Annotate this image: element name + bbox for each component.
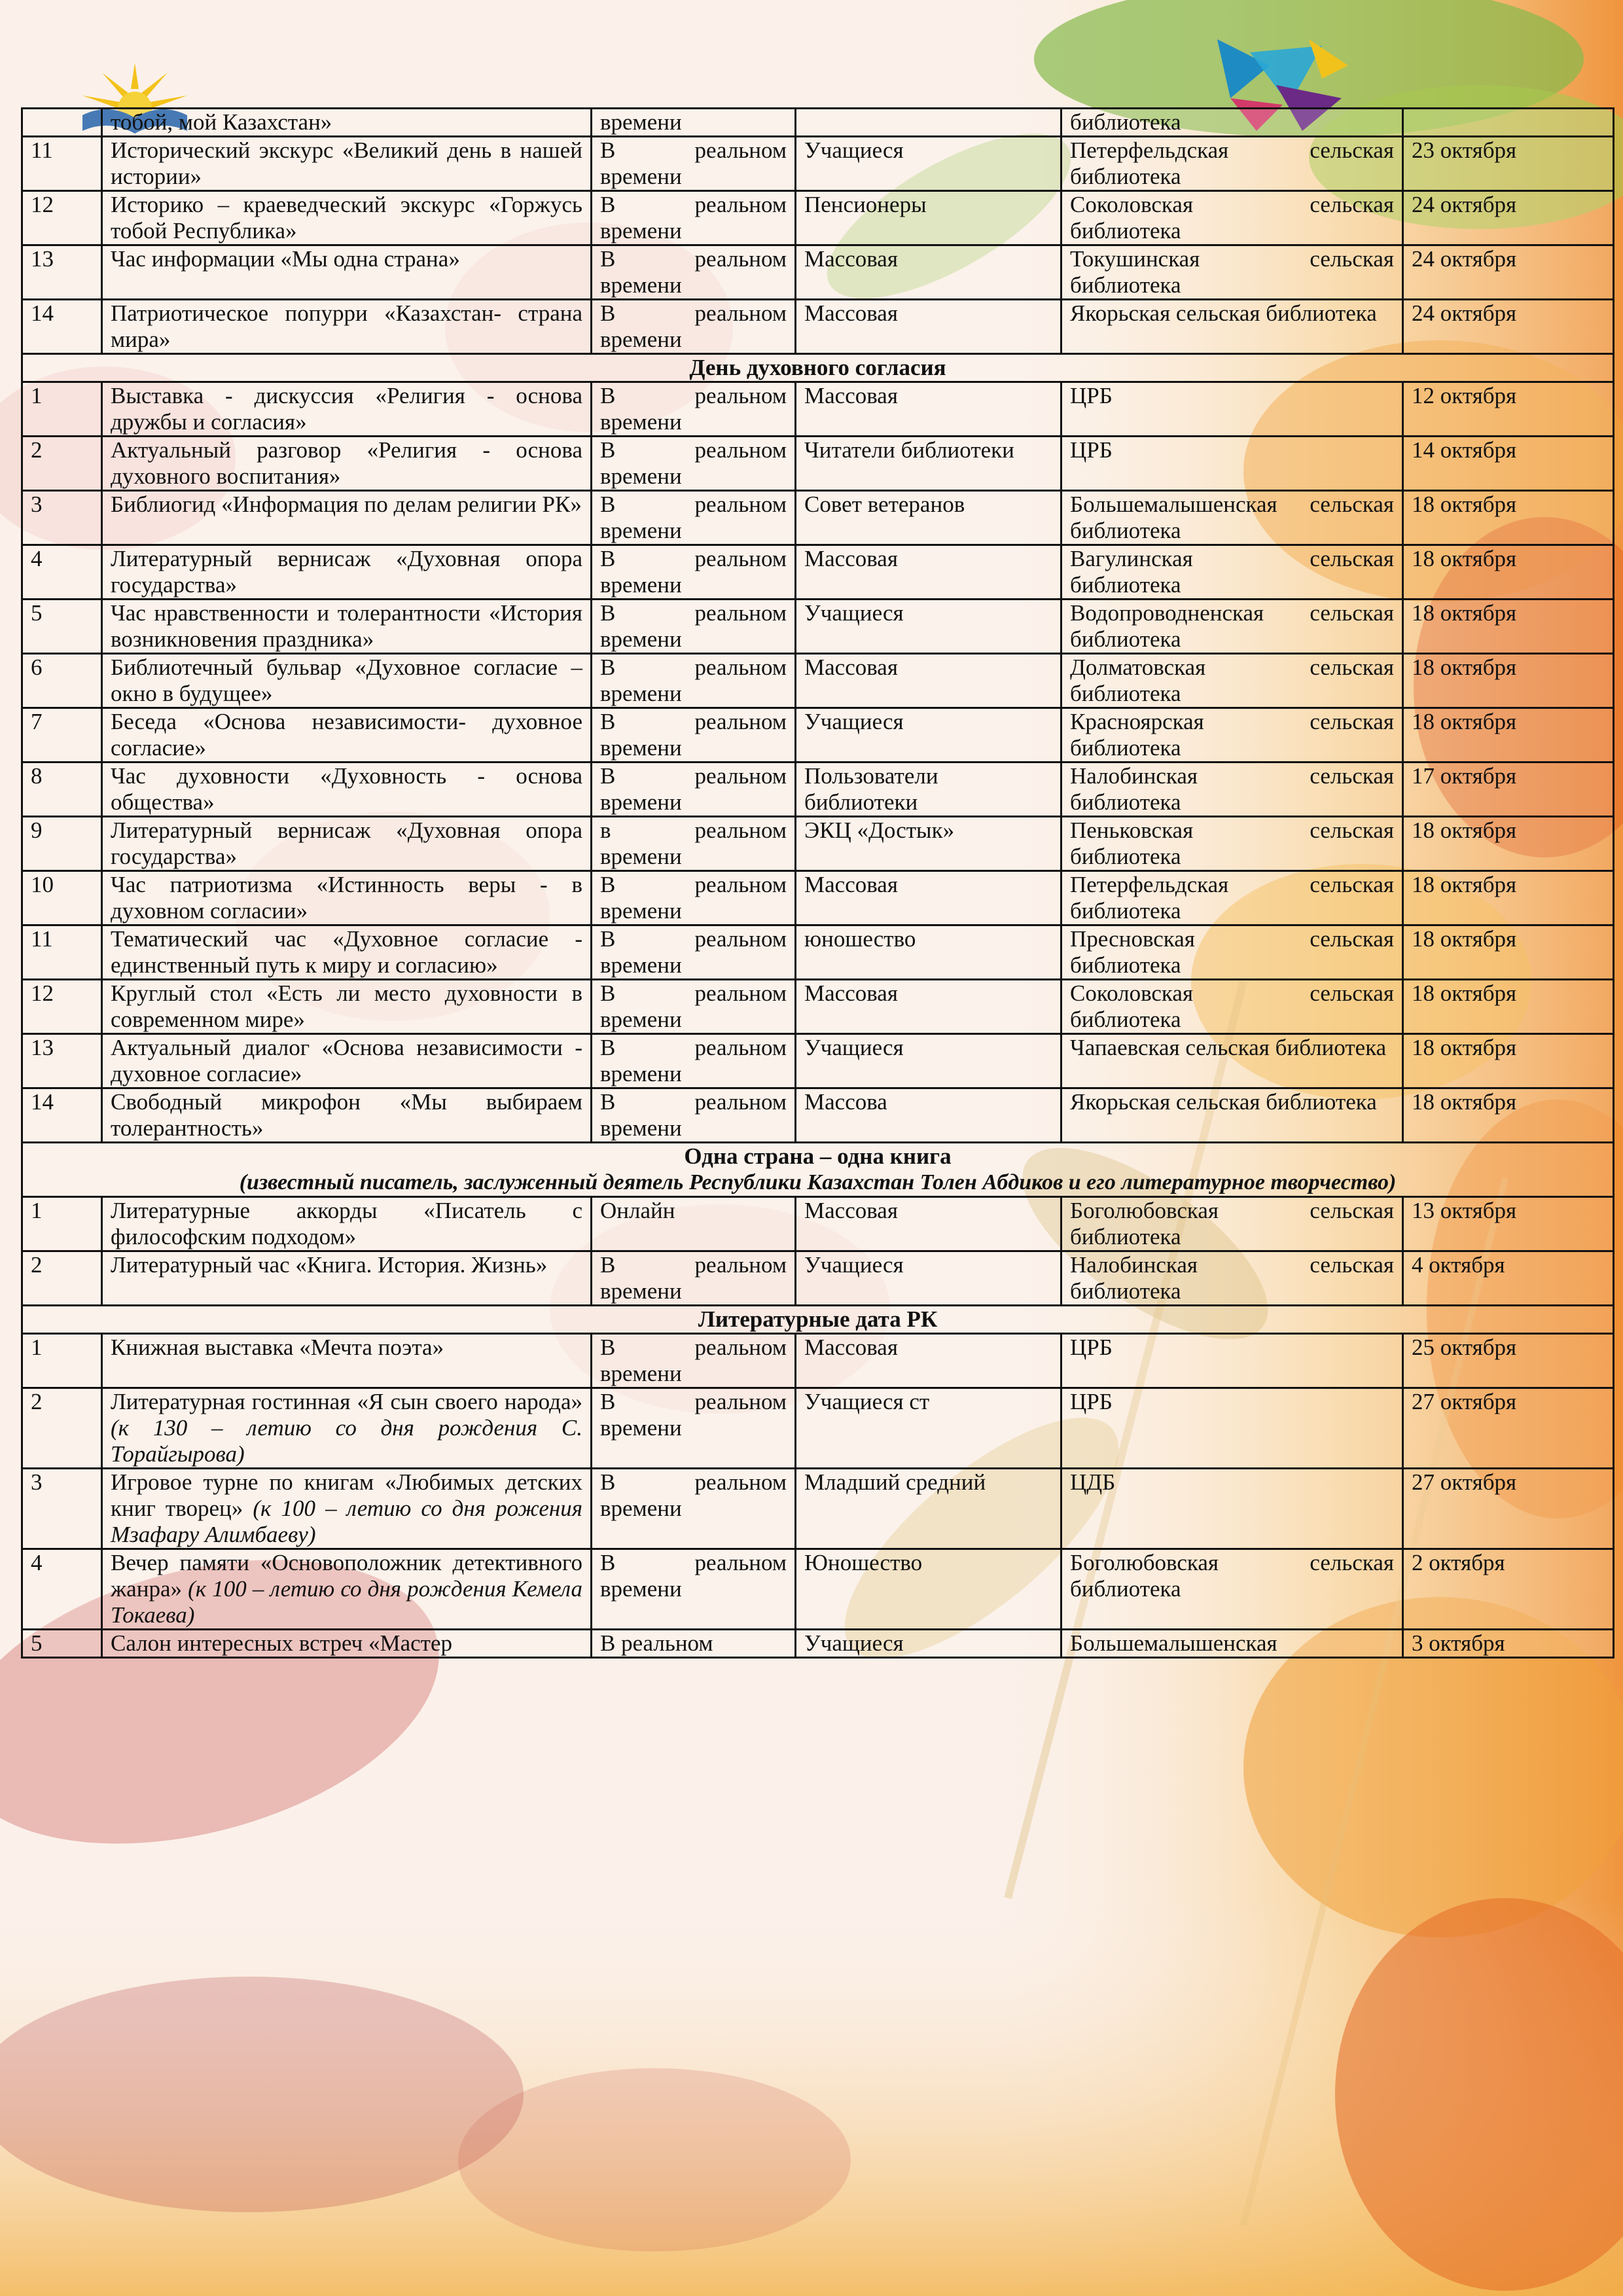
event-name: Историко – краеведческий экскурс «Горжусь тобой Республика» [102, 191, 592, 245]
row-number: 10 [22, 871, 102, 925]
event-format: Онлайн [592, 1197, 796, 1251]
event-audience [796, 109, 1061, 137]
event-audience: Учащиеся [796, 1251, 1061, 1306]
event-format: В реальном времени [592, 654, 796, 708]
event-name: Библиотечный бульвар «Духовное согласие – окно в будущее» [102, 654, 592, 708]
table-row [22, 1251, 1614, 1306]
event-audience: Учащиеся [796, 600, 1061, 654]
row-number: 1 [22, 1334, 102, 1388]
event-audience: Массовая [796, 245, 1061, 300]
event-name: Час информации «Мы одна страна» [102, 245, 592, 300]
event-format: В реальном времени [592, 491, 796, 545]
event-format: В реальном времени [592, 545, 796, 600]
event-date: 27 октября [1403, 1388, 1614, 1469]
event-name: Игровое турне по книгам «Любимых детских книг творец» (к 100 – летию со дня рожения Мзафару Алимбаеву) [102, 1469, 592, 1549]
event-place: Водопроводненская сельская библиотека [1061, 600, 1403, 654]
event-audience: Массовая [796, 1334, 1061, 1388]
event-name: Тематический час «Духовное согласие - единственный путь к миру и согласию» [102, 925, 592, 980]
event-date: 18 октября [1403, 708, 1614, 762]
event-schedule-table [21, 107, 1614, 1659]
table-row [22, 1388, 1614, 1469]
event-name: Литературный час «Книга. История. Жизнь» [102, 1251, 592, 1306]
table-row [22, 191, 1614, 245]
row-number: 11 [22, 137, 102, 191]
row-number: 12 [22, 191, 102, 245]
event-audience: Юношество [796, 1549, 1061, 1630]
row-number: 2 [22, 1251, 102, 1306]
table-row [22, 871, 1614, 925]
event-name: Книжная выставка «Мечта поэта» [102, 1334, 592, 1388]
event-place: Налобинская сельская библиотека [1061, 1251, 1403, 1306]
event-date: 18 октября [1403, 980, 1614, 1034]
event-name: Свободный микрофон «Мы выбираем толерантность» [102, 1088, 592, 1143]
event-name: Литературный вернисаж «Духовная опора государства» [102, 545, 592, 600]
event-format: В реальном времени [592, 382, 796, 437]
row-number: 11 [22, 925, 102, 980]
section-header-row [22, 1306, 1614, 1334]
event-format: В реальном времени [592, 1388, 796, 1469]
event-place: Петерфельдская сельская библиотека [1061, 871, 1403, 925]
event-date: 13 октября [1403, 1197, 1614, 1251]
row-number [22, 109, 102, 137]
table-row [22, 300, 1614, 354]
row-number: 2 [22, 1388, 102, 1469]
event-audience: Массовая [796, 871, 1061, 925]
event-format: времени [592, 109, 796, 137]
event-place: Красноярская сельская библиотека [1061, 708, 1403, 762]
event-format: В реальном времени [592, 1088, 796, 1143]
section-title [22, 1306, 1614, 1334]
event-format: В реальном времени [592, 1034, 796, 1088]
table-row [22, 708, 1614, 762]
row-number: 14 [22, 1088, 102, 1143]
event-date: 18 октября [1403, 654, 1614, 708]
event-format: В реальном времени [592, 1549, 796, 1630]
event-audience: Учащиеся [796, 137, 1061, 191]
event-place: Большемалышенская [1061, 1630, 1403, 1658]
event-place: Соколовская сельская библиотека [1061, 191, 1403, 245]
section-subtitle: (известный писатель, заслуженный деятель Республики Казахстан Толен Абдиков и его литературное творчество) [239, 1170, 1397, 1194]
event-schedule-document [21, 107, 1613, 1659]
event-name: Актуальный разговор «Религия - основа духовного воспитания» [102, 437, 592, 491]
row-number: 8 [22, 762, 102, 817]
row-number: 6 [22, 654, 102, 708]
table-row [22, 817, 1614, 871]
event-format: В реальном времени [592, 925, 796, 980]
event-note: (к 100 – летию со дня рожения Мзафару Алимбаеву) [111, 1496, 582, 1547]
table-row [22, 382, 1614, 437]
event-audience: Учащиеся ст [796, 1388, 1061, 1469]
event-date: 18 октября [1403, 491, 1614, 545]
event-date: 2 октября [1403, 1549, 1614, 1630]
event-name: Час нравственности и толерантности «История возникновения праздника» [102, 600, 592, 654]
event-date: 24 октября [1403, 300, 1614, 354]
event-place: ЦРБ [1061, 1388, 1403, 1469]
row-number: 13 [22, 245, 102, 300]
event-name: Час патриотизма «Истинность веры - в духовном согласии» [102, 871, 592, 925]
event-date: 18 октября [1403, 1088, 1614, 1143]
event-date: 25 октября [1403, 1334, 1614, 1388]
table-row [22, 1334, 1614, 1388]
row-number: 5 [22, 1630, 102, 1658]
section-header-row [22, 354, 1614, 382]
event-date [1403, 109, 1614, 137]
event-name: Актуальный диалог «Основа независимости - духовное согласие» [102, 1034, 592, 1088]
row-number: 4 [22, 545, 102, 600]
event-format: в реальном времени [592, 817, 796, 871]
event-date: 18 октября [1403, 871, 1614, 925]
event-place: Петерфельдская сельская библиотека [1061, 137, 1403, 191]
event-place: Боголюбовская сельская библиотека [1061, 1549, 1403, 1630]
row-number: 9 [22, 817, 102, 871]
event-place: Пеньковская сельская библиотека [1061, 817, 1403, 871]
event-place: Токушинская сельская библиотека [1061, 245, 1403, 300]
event-format: В реальном времени [592, 762, 796, 817]
event-format: В реальном времени [592, 600, 796, 654]
event-place: Пресновская сельская библиотека [1061, 925, 1403, 980]
section-title-text: Одна страна – одна книга [684, 1143, 952, 1169]
event-date: 27 октября [1403, 1469, 1614, 1549]
event-audience: Читатели библиотеки [796, 437, 1061, 491]
event-place: Налобинская сельская библиотека [1061, 762, 1403, 817]
event-name: Литературные аккорды «Писатель с философским подходом» [102, 1197, 592, 1251]
event-place: Соколовская сельская библиотека [1061, 980, 1403, 1034]
event-date: 17 октября [1403, 762, 1614, 817]
event-format: В реальном времени [592, 871, 796, 925]
event-place: Чапаевская сельская библиотека [1061, 1034, 1403, 1088]
event-place: ЦРБ [1061, 437, 1403, 491]
event-format: В реальном времени [592, 137, 796, 191]
event-date: 24 октября [1403, 245, 1614, 300]
table-row [22, 1088, 1614, 1143]
event-date: 18 октября [1403, 1034, 1614, 1088]
event-date: 3 октября [1403, 1630, 1614, 1658]
event-audience: Массовая [796, 382, 1061, 437]
event-place: ЦРБ [1061, 382, 1403, 437]
event-place: Долматовская сельская библиотека [1061, 654, 1403, 708]
row-number: 12 [22, 980, 102, 1034]
event-format: В реальном времени [592, 437, 796, 491]
event-audience: Учащиеся [796, 708, 1061, 762]
event-audience: юношество [796, 925, 1061, 980]
table-row [22, 1630, 1614, 1658]
event-audience: Массова [796, 1088, 1061, 1143]
table-row [22, 762, 1614, 817]
event-audience: ЭКЦ «Достык» [796, 817, 1061, 871]
table-row [22, 437, 1614, 491]
event-place: библиотека [1061, 109, 1403, 137]
event-place: Якорьская сельская библиотека [1061, 300, 1403, 354]
table-row [22, 109, 1614, 137]
event-name: Круглый стол «Есть ли место духовности в современном мире» [102, 980, 592, 1034]
event-audience: Пользователи библиотеки [796, 762, 1061, 817]
event-format: В реальном времени [592, 1334, 796, 1388]
event-date: 12 октября [1403, 382, 1614, 437]
row-number: 1 [22, 1197, 102, 1251]
table-row [22, 545, 1614, 600]
event-date: 18 октября [1403, 817, 1614, 871]
row-number: 13 [22, 1034, 102, 1088]
event-audience: Массовая [796, 654, 1061, 708]
event-audience: Массовая [796, 1197, 1061, 1251]
event-format: В реальном времени [592, 708, 796, 762]
row-number: 4 [22, 1549, 102, 1630]
event-name: Салон интересных встреч «Мастер [102, 1630, 592, 1658]
table-row [22, 245, 1614, 300]
table-row [22, 600, 1614, 654]
event-name: Вечер памяти «Основоположник детективного жанра» (к 100 – летию со дня рождения Кемела Токаева) [102, 1549, 592, 1630]
event-format: В реальном времени [592, 191, 796, 245]
table-row [22, 1197, 1614, 1251]
event-name: тобой, мой Казахстан» [102, 109, 592, 137]
event-audience: Массовая [796, 300, 1061, 354]
event-name: Выставка - дискуссия «Религия - основа дружбы и согласия» [102, 382, 592, 437]
event-format: В реальном времени [592, 980, 796, 1034]
event-audience: Массовая [796, 545, 1061, 600]
event-name: Беседа «Основа независимости- духовное согласие» [102, 708, 592, 762]
table-row [22, 1549, 1614, 1630]
event-name: Литературный вернисаж «Духовная опора государства» [102, 817, 592, 871]
row-number: 1 [22, 382, 102, 437]
event-date: 14 октября [1403, 437, 1614, 491]
event-date: 18 октября [1403, 600, 1614, 654]
event-place: Боголюбовская сельская библиотека [1061, 1197, 1403, 1251]
event-audience: Учащиеся [796, 1630, 1061, 1658]
event-format: В реальном времени [592, 1251, 796, 1306]
event-name: Библиогид «Информация по делам религии РК» [102, 491, 592, 545]
event-format: В реальном времени [592, 245, 796, 300]
section-title-text: День духовного согласия [689, 355, 946, 380]
event-format: В реальном [592, 1630, 796, 1658]
event-date: 23 октября [1403, 137, 1614, 191]
table-row [22, 980, 1614, 1034]
event-place: Якорьская сельская библиотека [1061, 1088, 1403, 1143]
event-name: Литературная гостинная «Я сын своего народа» (к 130 – летию со дня рождения С. Торайгырова) [102, 1388, 592, 1469]
event-place: ЦРБ [1061, 1334, 1403, 1388]
event-date: 18 октября [1403, 545, 1614, 600]
event-format: В реальном времени [592, 300, 796, 354]
event-name: Час духовности «Духовность - основа общества» [102, 762, 592, 817]
event-audience: Пенсионеры [796, 191, 1061, 245]
event-audience: Младший средний [796, 1469, 1061, 1549]
row-number: 7 [22, 708, 102, 762]
event-place: Большемалышенская сельская библиотека [1061, 491, 1403, 545]
event-name: Патриотическое попурри «Казахстан- страна мира» [102, 300, 592, 354]
section-title-text: Литературные дата РК [698, 1306, 938, 1332]
row-number: 3 [22, 1469, 102, 1549]
row-number: 14 [22, 300, 102, 354]
event-note: (к 100 – летию со дня рождения Кемела Токаева) [111, 1576, 582, 1628]
table-row [22, 654, 1614, 708]
section-title [22, 354, 1614, 382]
event-audience: Учащиеся [796, 1034, 1061, 1088]
event-place: ЦДБ [1061, 1469, 1403, 1549]
section-title [22, 1143, 1614, 1197]
row-number: 3 [22, 491, 102, 545]
event-date: 24 октября [1403, 191, 1614, 245]
event-date: 4 октября [1403, 1251, 1614, 1306]
table-row [22, 137, 1614, 191]
event-place: Вагулинская сельская библиотека [1061, 545, 1403, 600]
table-row [22, 491, 1614, 545]
event-date: 18 октября [1403, 925, 1614, 980]
event-audience: Массовая [796, 980, 1061, 1034]
event-audience: Совет ветеранов [796, 491, 1061, 545]
row-number: 5 [22, 600, 102, 654]
table-row [22, 1469, 1614, 1549]
event-note: (к 130 – летию со дня рождения С. Торайгырова) [111, 1415, 582, 1467]
event-name: Исторический экскурс «Великий день в нашей истории» [102, 137, 592, 191]
table-row [22, 925, 1614, 980]
table-row [22, 1034, 1614, 1088]
section-header-row [22, 1143, 1614, 1197]
row-number: 2 [22, 437, 102, 491]
event-format: В реальном времени [592, 1469, 796, 1549]
